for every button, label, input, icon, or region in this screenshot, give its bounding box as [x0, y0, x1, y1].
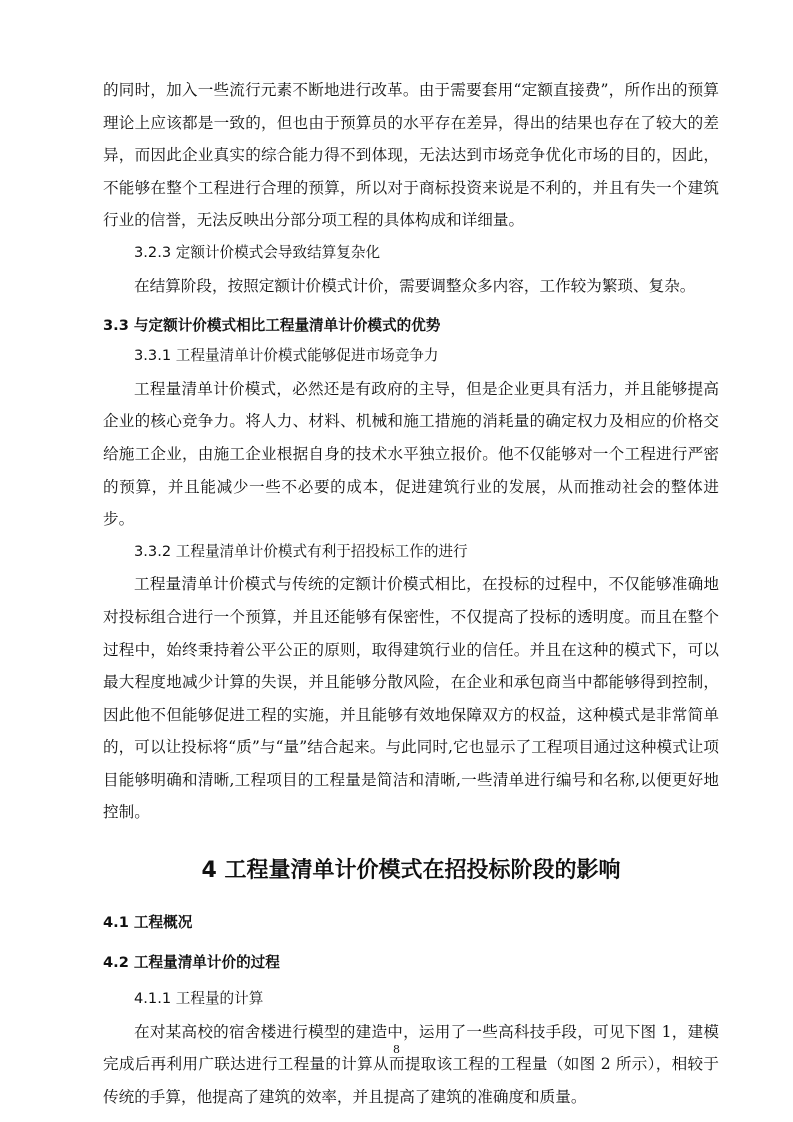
paragraph-3-2-3: 在结算阶段，按照定额计价模式计价，需要调整众多内容，工作较为繁琐、复杂。	[134, 276, 696, 295]
paragraph-3-3-1: 工程量清单计价模式，必然还是有政府的主导，但是企业更具有活力，并且能够提高企业的核心竞争力。将人力、材料、机械和施工措施的消耗量的确定权力及相应的价格交给施工企业，由施工企业根据自身的技术水平独立报价。他不仅能够对一个工程进行严密的预算，并且能减少一些不必要的成本，促进建筑行业的发展，从而推动社会的整体进步。	[103, 379, 719, 529]
paragraph-continued: 的同时，加入一些流行元素不断地进行改革。由于需要套用“定额直接费”，所作出的预算理论上应该都是一致的，但也由于预算员的水平存在差异，得出的结果也存在了较大的差异，而因此企业真实的综合能力得不到体现，无法达到市场竞争优化市场的目的，因此，不能够在整个工程进行合理的预算，所以对于商标投资来说是不利的，并且有失一个建筑行业的信誉，无法反映出分部分项工程的具体构成和详细量。	[103, 81, 719, 230]
subheading-3-2-3: 3.2.3 定额计价模式会导致结算复杂化	[134, 243, 381, 261]
subheading-4-1-1: 4.1.1 工程量的计算	[134, 990, 264, 1008]
heading-3-3: 3.3 与定额计价模式相比工程量清单计价模式的优势	[103, 317, 441, 335]
paragraph-4-1-1: 在对某高校的宿舍楼进行模型的建造中，运用了一些高科技手段，可见下图 1，建模完成后再利用广联达进行工程量的计算从而提取该工程的工程量（如图 2 所示），相较于传统的手算，他提高了建筑的效率，并且提高了建筑的准确度和质量。	[103, 1022, 719, 1106]
page-content	[103, 74, 719, 1113]
heading-4-2: 4.2 工程量清单计价的过程	[103, 954, 280, 972]
subheading-3-3-2: 3.3.2 工程量清单计价模式有利于招投标工作的进行	[134, 542, 468, 560]
chapter-heading-4: 4 工程量清单计价模式在招投标阶段的影响	[201, 858, 621, 884]
heading-4-1: 4.1 工程概况	[103, 914, 193, 932]
paragraph-3-3-2: 工程量清单计价模式与传统的定额计价模式相比，在投标的过程中，不仅能够准确地对投标组合进行一个预算，并且还能够有保密性，不仅提高了投标的透明度。而且在整个过程中，始终秉持着公平公正的原则，取得建筑行业的信任。并且在这种的模式下，可以最大程度地减少计算的失误，并且能够分散风险，在企业和承包商当中都能够得到控制，因此他不但能够促进工程的实施，并且能够有效地保障双方的权益，这种模式是非常简单的，可以让投标将“质”与“量”结合起来。与此同时,它也显示了工程项目通过这种模式让项目能够明确和清晰,工程项目的工程量是简洁和清晰,一些清单进行编号和名称,以便更好地控制。	[103, 575, 719, 822]
page-number: 8	[393, 1043, 400, 1056]
subheading-3-3-1: 3.3.1 工程量清单计价模式能够促进市场竞争力	[134, 347, 439, 365]
